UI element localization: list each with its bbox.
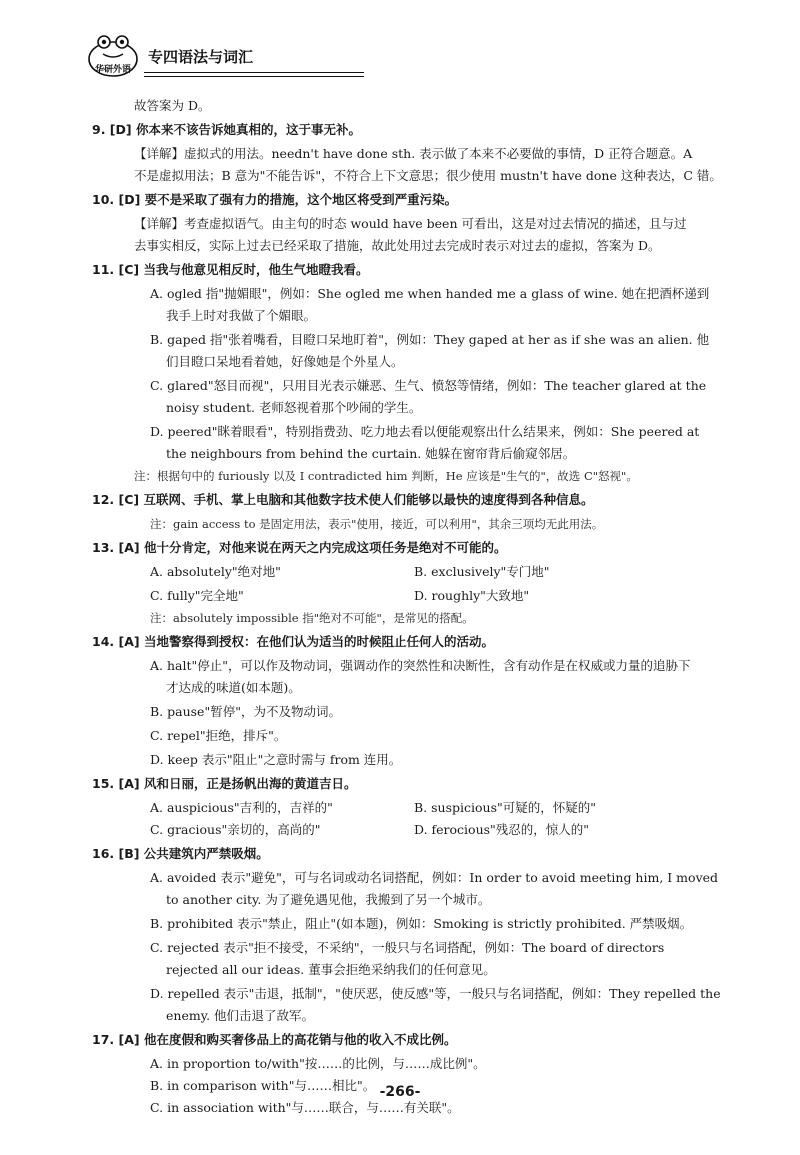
- question-15-answer: 15. [A] 风和日丽，正是扬帆出海的黄道吉日。: [92, 776, 357, 791]
- text-line: 不是虚拟用法；B 意为"不能告诉"，不符合上下文意思；很少使用 mustn't have done 这种表达，C 错。: [134, 168, 722, 183]
- option-line: C. glared"怒目而视"，只用目光表示嫌恶、生气、愤怒等情绪，例如：The teacher glared at the: [150, 378, 707, 393]
- page-header: [86, 28, 716, 80]
- question-12-answer: 12. [C] 互联网、手机、掌上电脑和其他数字技术使人们能够以最快的速度得到各种信息。: [92, 492, 594, 507]
- option-line: D. keep 表示"阻止"之意时需与 from 连用。: [150, 752, 402, 767]
- section-title: 专四语法与词汇: [148, 48, 254, 66]
- question-14-answer: 14. [A] 当地警察得到授权：在他们认为适当的时候阻止任何人的活动。: [92, 634, 494, 649]
- text-line: enemy. 他们击退了敌军。: [166, 1008, 315, 1023]
- frog-logo: [86, 32, 140, 78]
- option-line: D. repelled 表示"击退，抵制"，"使厌恶，使反感"等，一般只与名词搭配，例如：They repelled the: [150, 986, 721, 1001]
- option-line: C. in association with"与……联合，与……有关联"。: [150, 1100, 460, 1115]
- header-rule-thin: [144, 76, 364, 77]
- text-line: the neighbours from behind the curtain. 她躲在窗帘背后偷窥邻居。: [166, 446, 576, 461]
- option-line: C. rejected 表示"拒不接受，不采纳"，一般只与名词搭配，例如：The board of directors: [150, 940, 665, 955]
- option-line: B. prohibited 表示"禁止，阻止"(如本题)，例如：Smoking is strictly prohibited. 严禁吸烟。: [150, 916, 693, 931]
- option-c: C. fully"完全地": [150, 588, 244, 603]
- option-line: A. halt"停止"，可以作及物动词，强调动作的突然性和决断性，含有动作是在权威或力量的追胁下: [150, 658, 691, 673]
- option-b: B. exclusively"专门地": [414, 564, 550, 579]
- text-line: 去事实相反，实际上过去已经采取了措施，故此处用过去完成时表示对过去的虚拟，答案为 D。: [134, 238, 661, 253]
- text-line: 故答案为 D。: [134, 98, 211, 113]
- option-a: A. auspicious"吉利的，吉祥的": [150, 800, 333, 815]
- option-line: A. in proportion to/with"按……的比例，与……成比例"。: [150, 1056, 486, 1071]
- question-9-answer: 9. [D] 你本来不该告诉她真相的，这于事无补。: [92, 122, 361, 137]
- text-line: 【详解】虚拟式的用法。needn't have done sth. 表示做了本来不必要做的事情，D 正符合题意。A: [134, 146, 693, 161]
- option-d: D. ferocious"残忍的，惊人的": [414, 822, 590, 837]
- text-line: rejected all our ideas. 董事会拒绝采纳我们的任何意见。: [166, 962, 496, 977]
- option-b: B. suspicious"可疑的，怀疑的": [414, 800, 597, 815]
- logo-text: 华研外语: [94, 65, 131, 75]
- option-a: A. absolutely"绝对地": [150, 564, 281, 579]
- text-line: 们目瞪口呆地看着她，好像她是个外星人。: [166, 354, 404, 369]
- option-c: C. gracious"亲切的，高尚的": [150, 822, 321, 837]
- text-line: 【详解】考查虚拟语气。由主句的时态 would have been 可看出，这是对过去情况的描述，且与过: [134, 216, 687, 231]
- option-line: A. avoided 表示"避免"，可与名词或动名词搭配，例如：In order to avoid meeting him, I moved: [150, 870, 719, 885]
- text-line: 才达成的味道(如本题)。: [166, 680, 301, 695]
- note-line: 注：根据句中的 furiously 以及 I contradicted him 判断，He 应该是"生气的"，故选 C"怒视"。: [134, 469, 638, 483]
- note-line: 注：gain access to 是固定用法，表示"使用，接近，可以利用"，其余三项均无此用法。: [150, 517, 604, 531]
- question-16-answer: 16. [B] 公共建筑内严禁吸烟。: [92, 846, 269, 861]
- option-line: B. in comparison with"与……相比"。: [150, 1078, 376, 1093]
- question-17-answer: 17. [A] 他在度假和购买奢侈品上的高花销与他的收入不成比例。: [92, 1032, 457, 1047]
- text-line: 我手上时对我做了个媚眼。: [166, 308, 317, 323]
- text-line: to another city. 为了避免遇见他，我搬到了另一个城市。: [166, 892, 491, 907]
- question-13-answer: 13. [A] 他十分肯定，对他来说在两天之内完成这项任务是绝对不可能的。: [92, 540, 507, 555]
- option-line: A. ogled 指"抛媚眼"，例如：She ogled me when handed me a glass of wine. 她在把酒杯递到: [150, 286, 710, 301]
- header-rule: [144, 72, 364, 73]
- option-line: C. repel"拒绝，排斥"。: [150, 728, 287, 743]
- option-line: B. pause"暂停"，为不及物动词。: [150, 704, 341, 719]
- option-d: D. roughly"大致地": [414, 588, 530, 603]
- text-line: noisy student. 老师怒视着那个吵闹的学生。: [166, 400, 422, 415]
- question-11-answer: 11. [C] 当我与他意见相反时，他生气地瞪我看。: [92, 262, 369, 277]
- note-line: 注：absolutely impossible 指"绝对不可能"，是常见的搭配。: [150, 611, 474, 625]
- option-line: B. gaped 指"张着嘴看，目瞪口呆地盯着"，例如：They gaped at her as if she was an alien. 他: [150, 332, 710, 347]
- question-10-answer: 10. [D] 要不是采取了强有力的措施，这个地区将受到严重污染。: [92, 192, 458, 207]
- page-number: -266-: [379, 1084, 421, 1100]
- option-line: D. peered"眯着眼看"，特别指费劲、吃力地去看以便能观察出什么结果来，例如：She peered at: [150, 424, 700, 439]
